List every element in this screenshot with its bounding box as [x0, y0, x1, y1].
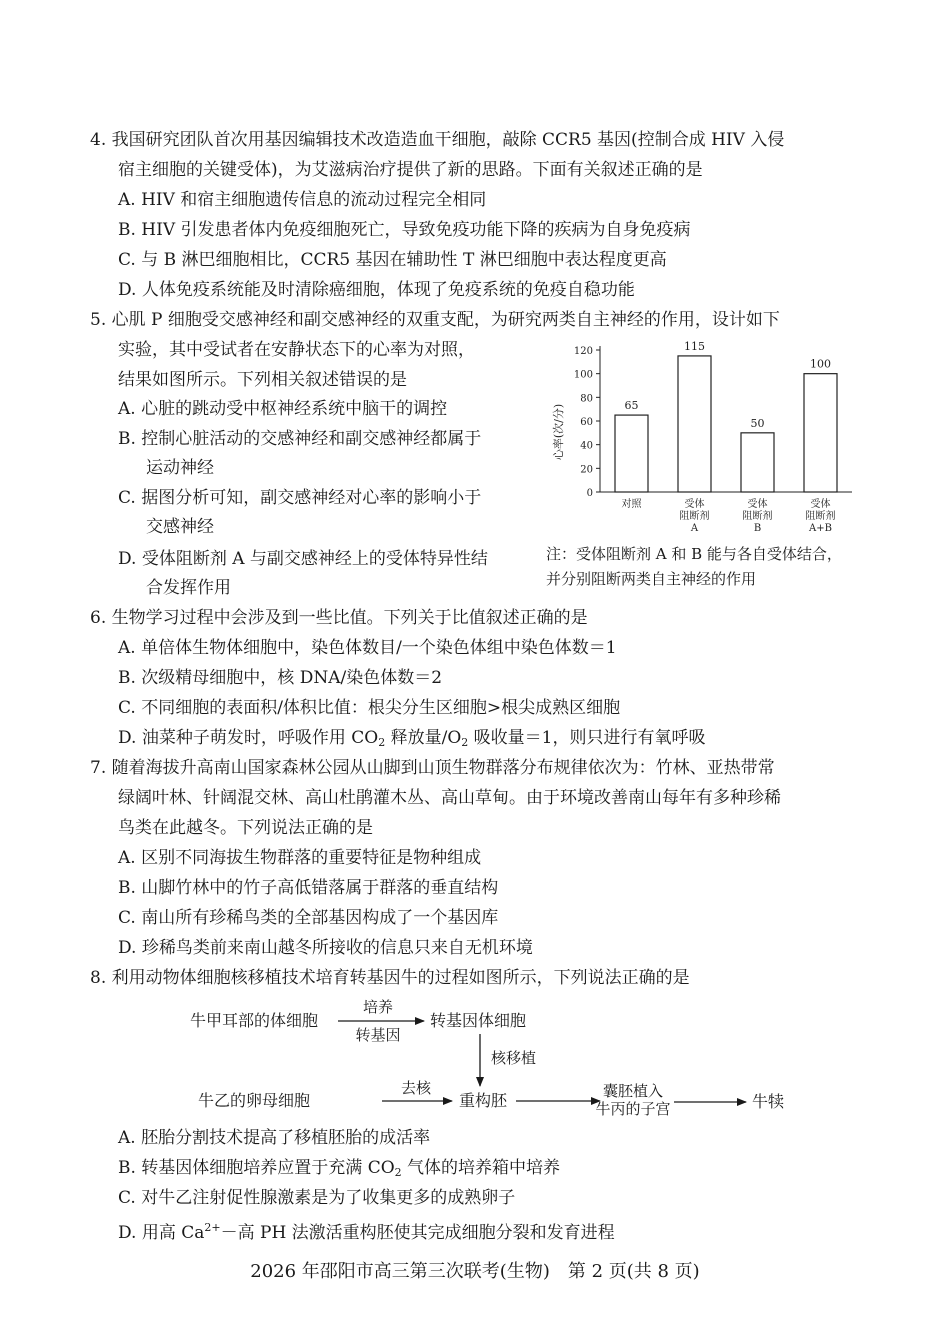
- q4-option-c: C. 与 B 淋巴细胞相比，CCR5 基因在辅助性 T 淋巴细胞中表达程度更高: [118, 250, 667, 270]
- q5-option-b-line1: B. 控制心脏活动的交感神经和副交感神经都属于: [118, 429, 482, 449]
- q5-option-c-line2: 交感神经: [146, 517, 214, 537]
- nuclear-transfer-flow-diagram: [180, 990, 800, 1125]
- bar: [741, 433, 774, 492]
- y-tick-label: 120: [573, 346, 593, 357]
- bar: [678, 356, 711, 492]
- step-blastocyst-implant: 囊胚植入: [602, 1082, 664, 1100]
- q7-stem-line1: 7. 随着海拔升高南山国家森林公园从山脚到山顶生物群落分布规律依次为：竹林、亚热带常: [90, 758, 775, 778]
- q8-option-a: A. 胚胎分割技术提高了移植胚胎的成活率: [118, 1128, 431, 1148]
- y-axis-label: 心率(次/分): [552, 403, 565, 461]
- q6-d-subscript-1: 2: [378, 736, 386, 749]
- heart-rate-bar-chart: [540, 330, 860, 538]
- q6-option-d: [118, 727, 706, 754]
- q6-d-text-3: 吸收量＝1，则只进行有氧呼吸: [468, 728, 706, 748]
- q7-option-c: C. 南山所有珍稀鸟类的全部基因构成了一个基因库: [118, 908, 499, 928]
- arrow-label-transgene: 转基因: [355, 1026, 401, 1044]
- page-footer: 2026 年邵阳市高三第三次联考(生物) 第 2 页(共 8 页): [250, 1261, 700, 1282]
- q6-option-b: B. 次级精母细胞中，核 DNA/染色体数＝2: [118, 668, 443, 688]
- q8-stem: 8. 利用动物体细胞核移植技术培育转基因牛的过程如图所示，下列说法正确的是: [90, 968, 690, 988]
- y-tick-label: 40: [580, 440, 593, 452]
- q6-d-text-1: D. 油菜种子萌发时，呼吸作用 CO: [118, 728, 379, 748]
- q5-option-d-line2: 合发挥作用: [146, 578, 231, 598]
- x-category-label: B: [753, 523, 762, 534]
- step-ear-somatic-cell: 牛甲耳部的体细胞: [190, 1011, 319, 1030]
- q7-option-b: B. 山脚竹林中的竹子高低错落属于群落的垂直结构: [118, 878, 499, 898]
- q4-stem-line1: 4. 我国研究团队首次用基因编辑技术改造造血干细胞，敲除 CCR5 基因(控制合成 HIV 入侵: [90, 130, 785, 150]
- q8-d-superscript: 2+: [204, 1221, 221, 1234]
- step-reconstructed-embryo: 重构胚: [459, 1091, 508, 1110]
- q7-stem-line2: 绿阔叶林、针阔混交林、高山杜鹃灌木丛、高山草甸。由于环境改善南山每年有多种珍稀: [118, 788, 781, 808]
- x-category-label: 阻断剂: [679, 511, 710, 522]
- step-calf: 牛犊: [752, 1092, 785, 1111]
- q4-option-d: D. 人体免疫系统能及时清除癌细胞，体现了免疫系统的免疫自稳功能: [118, 280, 635, 300]
- step-surrogate-uterus: 牛丙的子宫: [595, 1100, 671, 1118]
- q6-option-c: C. 不同细胞的表面积/体积比值：根尖分生区细胞>根尖成熟区细胞: [118, 698, 621, 718]
- y-tick-label: 80: [580, 393, 593, 405]
- q4-option-a: A. HIV 和宿主细胞遗传信息的流动过程完全相同: [118, 190, 487, 210]
- x-category-label: 受体: [810, 499, 831, 510]
- q8-option-d: [118, 1217, 615, 1244]
- x-category-label: 阻断剂: [805, 511, 836, 522]
- q6-d-text-2: 释放量/O: [385, 728, 462, 748]
- q7-stem-line3: 鸟类在此越冬。下列说法正确的是: [118, 818, 373, 838]
- step-oocyte: 牛乙的卵母细胞: [198, 1091, 311, 1110]
- q5-chart-note-line1: 注：受体阻断剂 A 和 B 能与各自受体结合，: [546, 545, 842, 563]
- bar: [804, 374, 837, 492]
- y-tick-label: 0: [586, 488, 593, 499]
- bar-data-label: 65: [624, 399, 639, 413]
- y-tick-label: 60: [580, 417, 593, 428]
- y-tick-label: 100: [573, 369, 593, 381]
- q8-b-subscript: 2: [394, 1166, 402, 1179]
- q4-option-b: B. HIV 引发患者体内免疫细胞死亡，导致免疫功能下降的疾病为自身免疫病: [118, 220, 691, 240]
- q5-stem-line2: 实验，其中受试者在安静状态下的心率为对照，: [118, 340, 475, 360]
- bar-data-label: 100: [810, 357, 831, 371]
- q7-option-a: A. 区别不同海拔生物群落的重要特征是物种组成: [118, 848, 482, 868]
- q5-chart-note-line2: 并分别阻断两类自主神经的作用: [546, 570, 757, 588]
- q5-option-b-line2: 运动神经: [146, 458, 214, 478]
- bar: [615, 415, 648, 492]
- q5-stem-line3: 结果如图所示。下列相关叙述错误的是: [118, 370, 407, 390]
- bar-data-label: 115: [684, 339, 705, 353]
- q7-option-d: D. 珍稀鸟类前来南山越冬所接收的信息只来自无机环境: [118, 938, 533, 958]
- q5-option-c-line1: C. 据图分析可知，副交感神经对心率的影响小于: [118, 488, 482, 508]
- q5-stem-line1: 5. 心肌 P 细胞受交感神经和副交感神经的双重支配，为研究两类自主神经的作用，设计如下: [90, 310, 780, 330]
- q5-option-a: A. 心脏的跳动受中枢神经系统中脑干的调控: [118, 399, 448, 419]
- arrow-label-enucleation: 去核: [400, 1079, 432, 1097]
- q8-option-c: C. 对牛乙注射促性腺激素是为了收集更多的成熟卵子: [118, 1188, 516, 1208]
- q6-d-subscript-2: 2: [461, 736, 469, 749]
- q5-option-d-line1: D. 受体阻断剂 A 与副交感神经上的受体特异性结: [118, 549, 488, 569]
- x-category-label: 对照: [621, 499, 642, 510]
- arrow-label-nuclear-transfer: 核移植: [491, 1049, 537, 1067]
- q4-stem-line2: 宿主细胞的关键受体)，为艾滋病治疗提供了新的思路。下面有关叙述正确的是: [118, 160, 703, 180]
- q8-b-text-1: B. 转基因体细胞培养应置于充满 CO: [118, 1158, 395, 1178]
- step-transgenic-cell: 转基因体细胞: [430, 1011, 527, 1030]
- x-category-label: A: [690, 523, 699, 534]
- arrow-label-culture: 培养: [362, 998, 394, 1016]
- y-tick-label: 20: [580, 464, 593, 476]
- q8-d-text-2: －高 PH 法激活重构胚使其完成细胞分裂和发育进程: [220, 1223, 615, 1243]
- q6-stem: 6. 生物学习过程中会涉及到一些比值。下列关于比值叙述正确的是: [90, 608, 588, 628]
- bar-data-label: 50: [750, 416, 765, 430]
- x-category-label: A+B: [809, 523, 832, 534]
- x-category-label: 受体: [684, 499, 705, 510]
- q8-option-b: [118, 1157, 560, 1184]
- q8-d-text-1: D. 用高 Ca: [118, 1223, 205, 1243]
- x-category-label: 受体: [747, 499, 768, 510]
- x-category-label: 阻断剂: [742, 511, 773, 522]
- q6-option-a: A. 单倍体生物体细胞中，染色体数目/一个染色体组中染色体数＝1: [118, 638, 617, 658]
- q8-b-text-2: 气体的培养箱中培养: [401, 1158, 561, 1178]
